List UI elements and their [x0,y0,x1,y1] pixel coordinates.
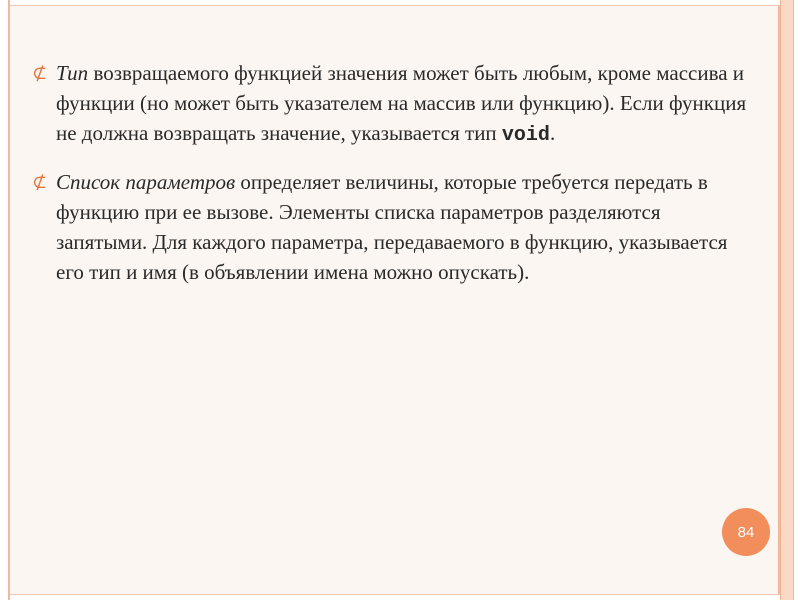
bullet-lead-term: Тип [56,61,89,85]
right-edge [794,0,800,600]
bullet-item-return-type [28,58,748,151]
page-number-badge [722,508,770,556]
bullet-lead-term: Список параметров [56,170,236,194]
bullet-tail: . [549,121,556,145]
code-keyword: void [501,124,550,147]
page-number: 84 [737,523,755,541]
frame-left-border [0,0,10,600]
bullet-text: определяет величины, которые требуется передать в функцию при ее вызове. Элементы списка параметров разделяются запятыми. Для каждого параметра, передаваемого в функцию, указывается его тип и имя (в объявлении имена можно опускать). [56,170,728,284]
bullet-text: возвращаемого функцией значения может быть любым, кроме массива и функции (но может быть указателем на массив или функцию). Если функция не должна возвращать значение, указывается тип [56,61,747,145]
slide-body [28,58,748,303]
bullet-icon: ⊄ [32,172,48,192]
bullet-icon: ⊄ [32,63,48,83]
content-panel [10,6,780,594]
frame-bottom-line [0,594,800,600]
right-accent-stripe [780,0,794,600]
bullet-item-parameter-list [28,167,748,287]
